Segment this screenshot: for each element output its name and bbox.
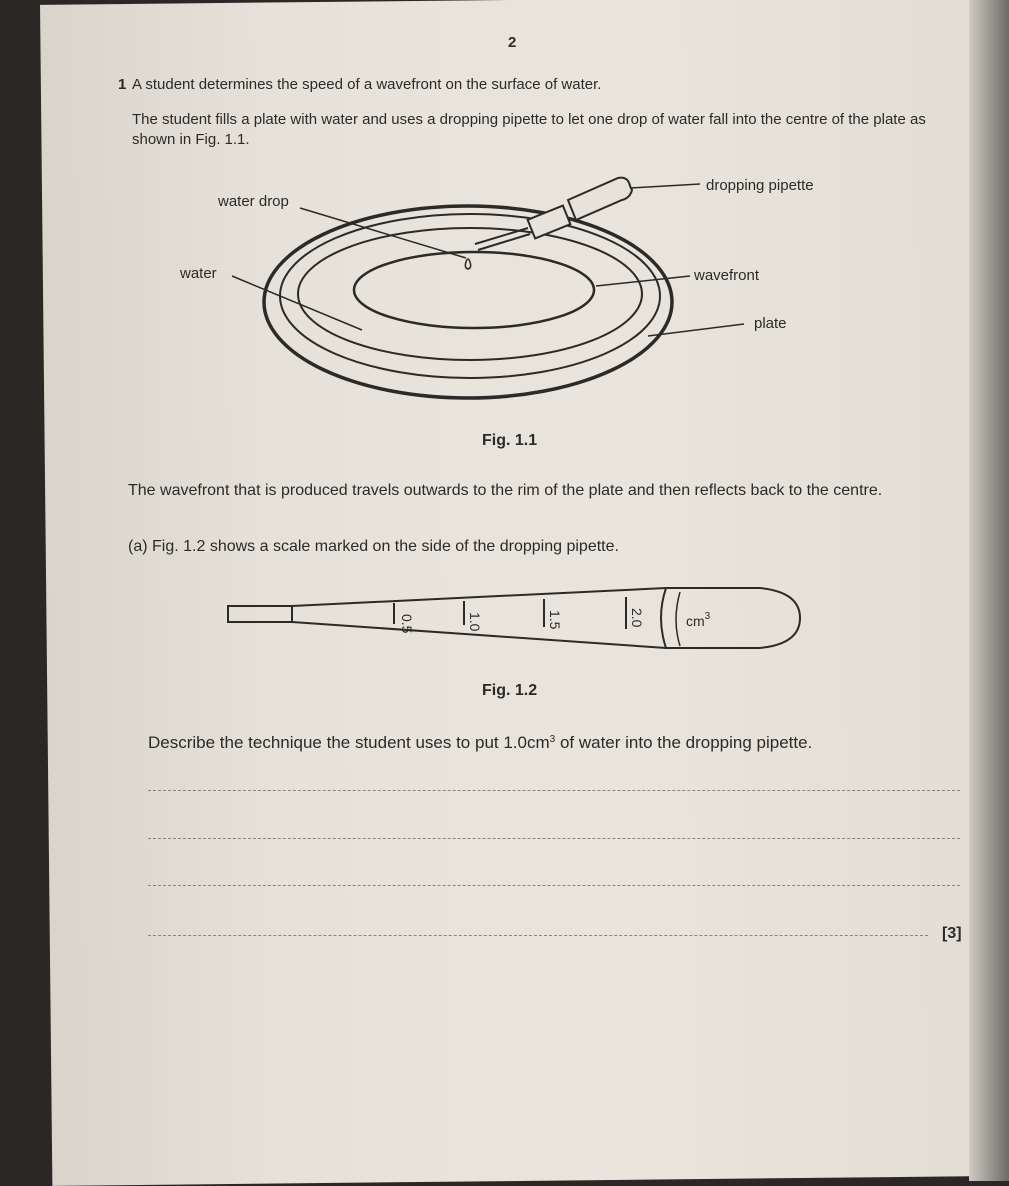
question-prompt: Describe the technique the student uses to put $1.0cm^3$ of water into the dropping pipette. [148, 733, 813, 752]
wavefront-ring [354, 252, 594, 328]
label-water: water [180, 265, 217, 282]
answer-line-1[interactable] [148, 790, 960, 791]
answer-line-2[interactable] [148, 838, 960, 839]
water-drop-drawing [465, 259, 470, 269]
svg-text:1.0: 1.0 [467, 612, 483, 632]
page-number: 2 [508, 34, 517, 51]
question-number: 1 [118, 76, 127, 93]
plate-inner-rim [280, 214, 660, 378]
label-dropping-pipette: dropping pipette [706, 177, 814, 194]
answer-line-3[interactable] [148, 885, 960, 886]
part-a-text [128, 538, 619, 556]
svg-text:2.0: 2.0 [629, 608, 645, 628]
figure-1-2-caption: Fig. 1.2 [482, 682, 538, 699]
water-surface [298, 228, 642, 360]
scale-unit: $cm^3$ [686, 611, 711, 629]
wavefront-paragraph: The wavefront that is produced travels outwards to the rim of the plate and then reflects back to the centre. [128, 482, 883, 499]
setup-paragraph: The student fills a plate with water and uses a dropping pipette to let one drop of water fall into the centre of the plate as shown in Fig. 1.1. [132, 111, 926, 148]
label-water-drop: water drop [218, 193, 289, 210]
figure-1-1-diagram [0, 0, 1009, 460]
question-intro: A student determines the speed of a wavefront on the surface of water. [132, 76, 602, 93]
label-plate: plate [754, 315, 787, 332]
marks-indicator: [3] [942, 925, 962, 942]
answer-line-4[interactable] [148, 935, 928, 936]
label-wavefront: wavefront [694, 267, 760, 284]
part-a-label: (a) [128, 538, 148, 555]
figure-1-1-caption: Fig. 1.1 [482, 432, 538, 449]
part-a-description: Fig. 1.2 shows a scale marked on the side of the dropping pipette. [152, 538, 619, 555]
svg-text:0.5: 0.5 [399, 614, 415, 634]
svg-text:1.5: 1.5 [547, 610, 563, 630]
plate-rim [264, 206, 672, 398]
